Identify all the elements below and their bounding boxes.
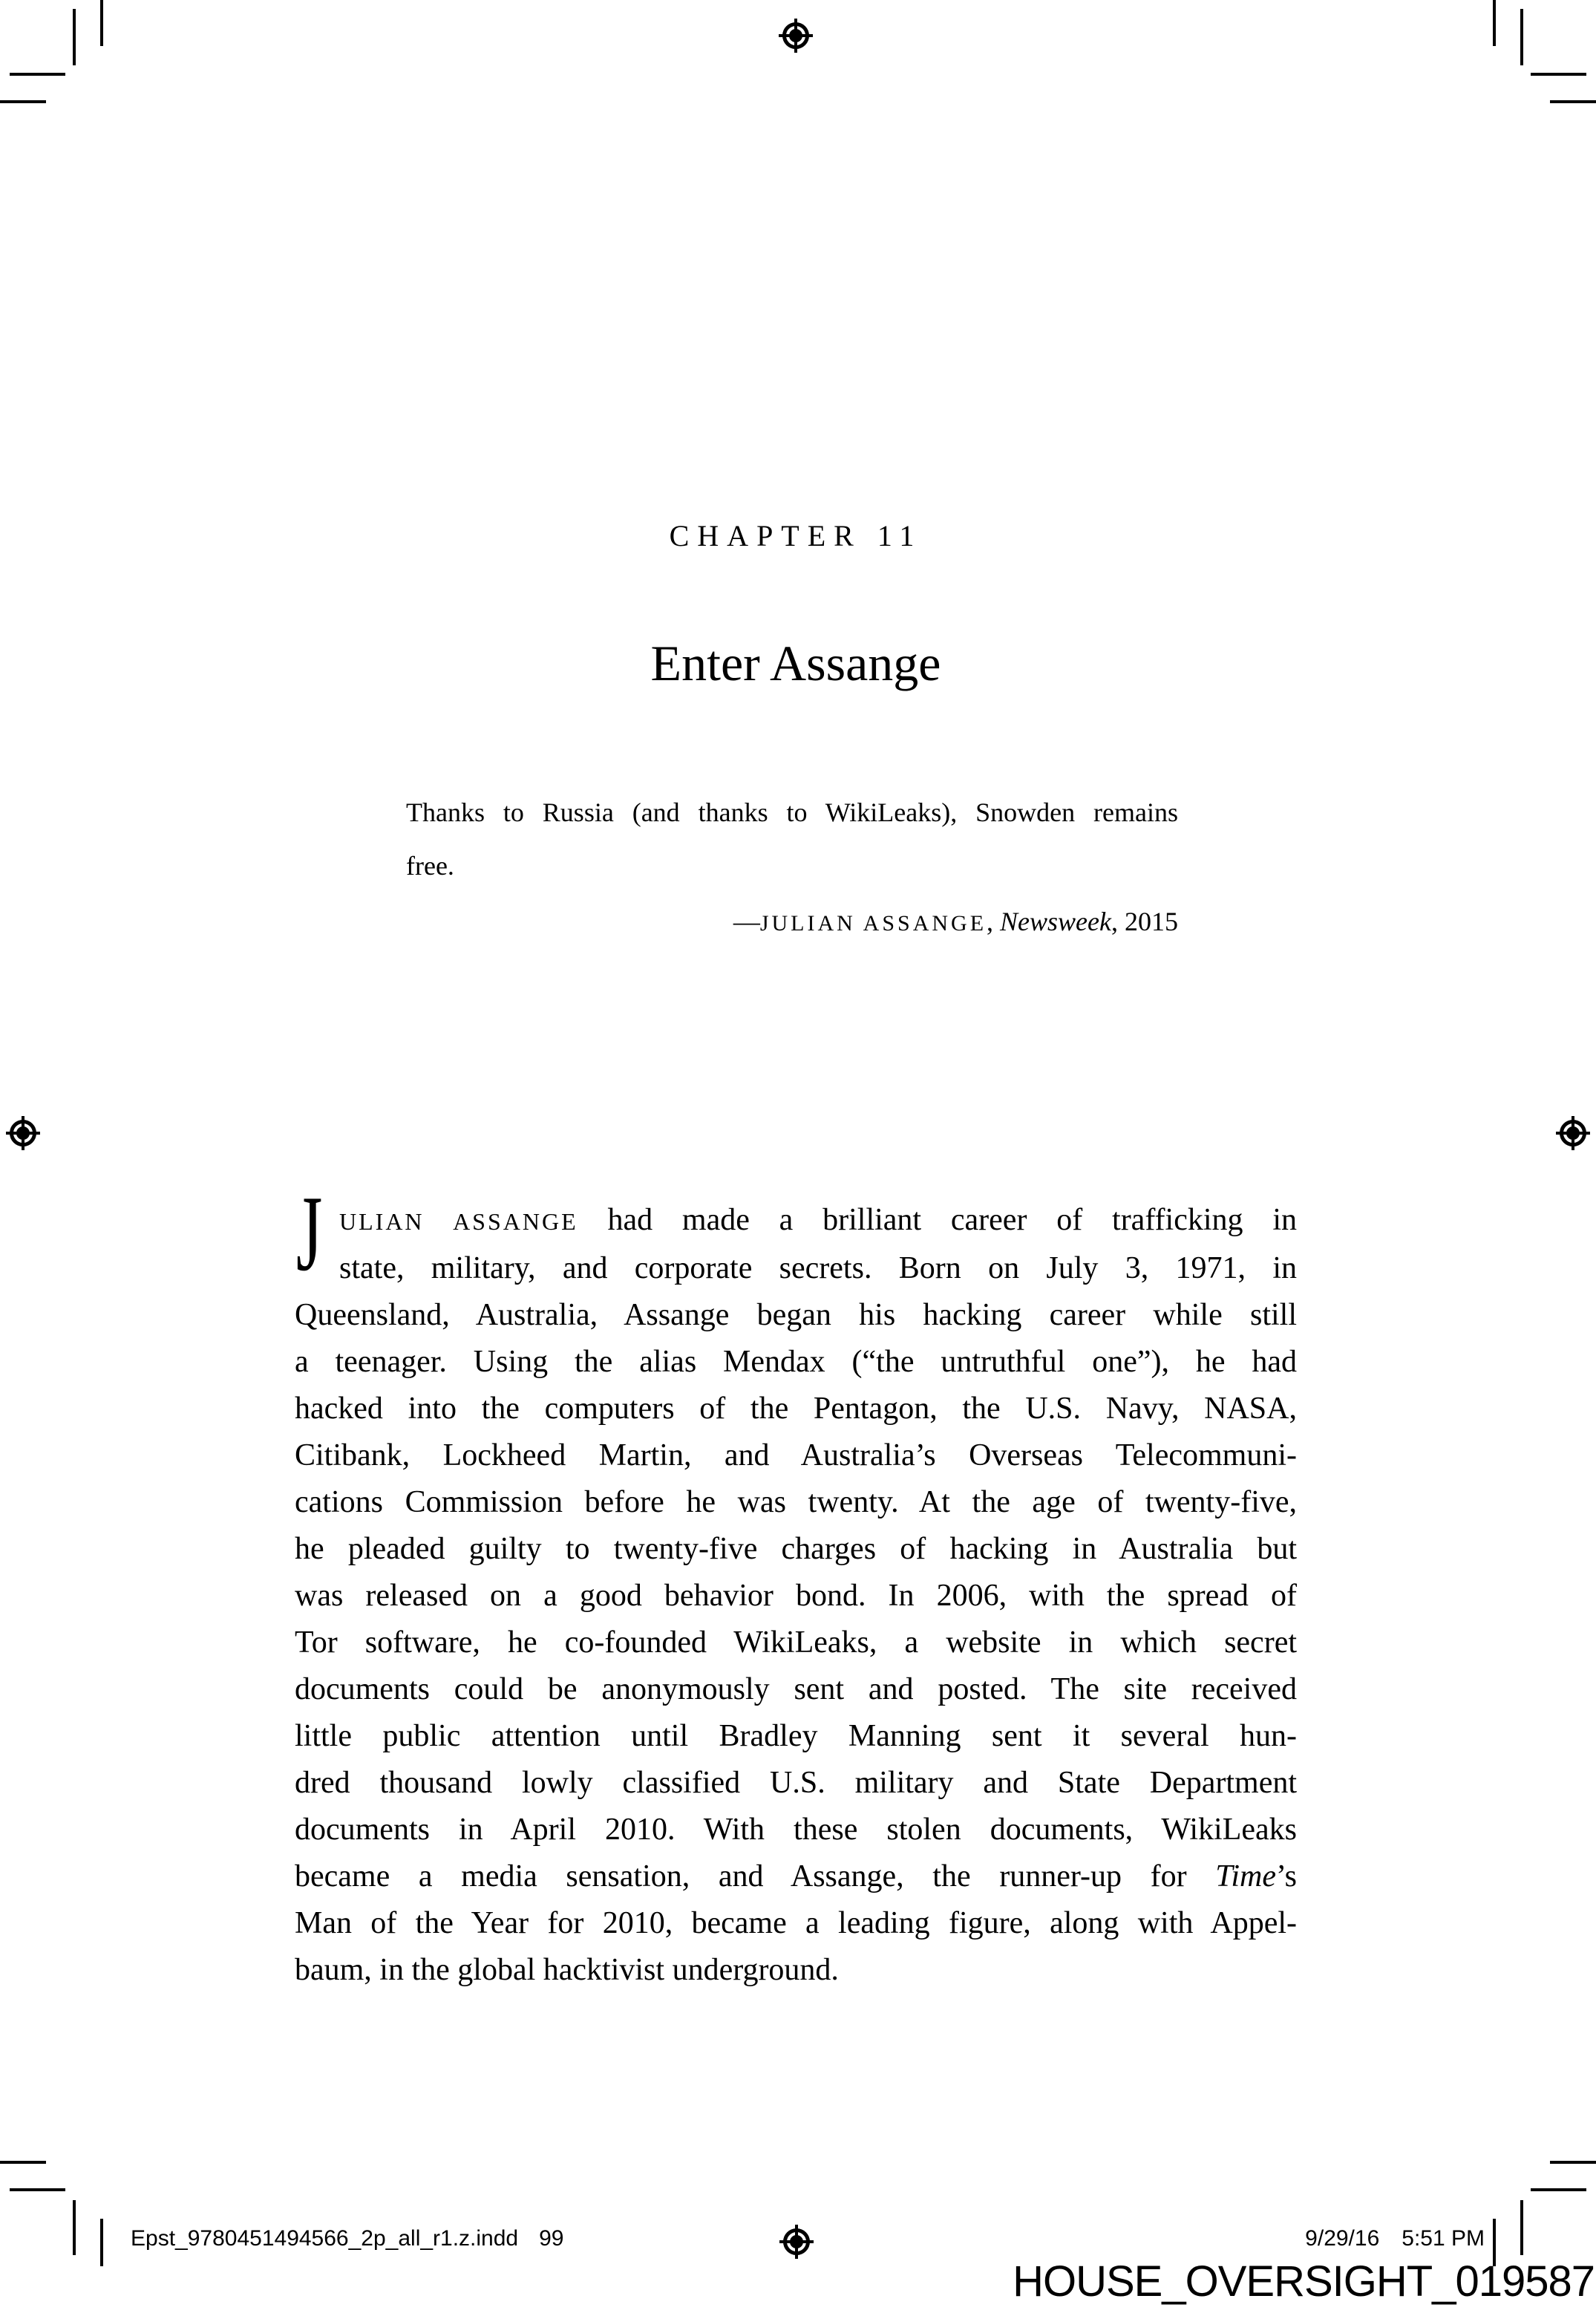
- body-line: ULIAN ASSANGE had made a brilliant career of trafficking in: [339, 1203, 1297, 1237]
- crop-mark: [1531, 2188, 1586, 2191]
- crop-mark: [1493, 0, 1496, 46]
- crop-mark: [1550, 100, 1596, 103]
- body-paragraph: [295, 1173, 1297, 1994]
- crop-mark: [0, 100, 46, 103]
- body-line: Citibank, Lockheed Martin, and Australia’s Overseas Telecommuni-: [295, 1438, 1297, 1472]
- crop-mark: [1531, 73, 1586, 76]
- body-line: Tor software, he co-founded WikiLeaks, a website in which secret: [295, 1625, 1297, 1660]
- body-line: state, military, and corporate secrets. Born on July 3, 1971, in: [339, 1251, 1297, 1285]
- epigraph-line: Thanks to Russia (and thanks to WikiLeaks), Snowden remains: [406, 797, 1178, 827]
- crop-mark: [1550, 2161, 1596, 2164]
- body-line: was released on a good behavior bond. In 2006, with the spread of: [295, 1579, 1297, 1613]
- crop-mark: [73, 9, 76, 65]
- crop-mark: [100, 2219, 103, 2266]
- body-text: [295, 1197, 1297, 1994]
- chapter-label: CHAPTER 11: [669, 519, 923, 552]
- registration-mark-icon: [779, 19, 813, 53]
- footer-time: 5:51 PM: [1402, 2226, 1485, 2251]
- crop-mark: [10, 2188, 65, 2191]
- bates-stamp-watermark: HOUSE_OVERSIGHT_019587: [1013, 2257, 1595, 2306]
- chapter-title: Enter Assange: [650, 635, 941, 691]
- body-line: cations Commission before he was twenty. At the age of twenty-five,: [295, 1485, 1297, 1519]
- body-line: documents in April 2010. With these stolen documents, WikiLeaks: [295, 1813, 1297, 1847]
- body-line: Man of the Year for 2010, became a leading figure, along with Appel-: [295, 1906, 1297, 1940]
- footer-page-number: 99: [539, 2226, 564, 2251]
- registration-mark-icon: [6, 1116, 40, 1150]
- body-line: documents could be anonymously sent and posted. The site received: [295, 1672, 1297, 1706]
- crop-mark: [100, 0, 103, 46]
- drop-cap: J: [296, 1173, 323, 1294]
- body-line: Queensland, Australia, Assange began his hacking career while still: [295, 1298, 1297, 1332]
- registration-mark-icon: [1556, 1116, 1590, 1150]
- crop-mark: [0, 2161, 46, 2164]
- footer-file-name: Epst_9780451494566_2p_all_r1.z.indd: [131, 2226, 519, 2251]
- registration-mark-icon: [779, 2225, 814, 2259]
- body-line: a teenager. Using the alias Mendax (“the untruthful one”), he had: [295, 1345, 1297, 1379]
- body-line: baum, in the global hacktivist underground.: [295, 1953, 839, 1987]
- epigraph: [406, 786, 1178, 938]
- crop-mark: [1520, 9, 1523, 65]
- epigraph-line: free.: [406, 851, 454, 881]
- epigraph-text: [406, 786, 1178, 893]
- footer-slug-left: [131, 2226, 564, 2251]
- body-line: dred thousand lowly classified U.S. military and State Department: [295, 1766, 1297, 1800]
- footer-date: 9/29/16: [1305, 2226, 1380, 2251]
- body-line: became a media sensation, and Assange, the runner-up for Time’s: [295, 1859, 1297, 1893]
- body-line: hacked into the computers of the Pentagon, the U.S. Navy, NASA,: [295, 1392, 1297, 1426]
- crop-mark: [73, 2200, 76, 2255]
- epigraph-attribution: —JULIAN ASSANGE, Newsweek, 2015: [733, 907, 1178, 936]
- crop-mark: [10, 73, 65, 76]
- body-line: little public attention until Bradley Manning sent it several hun-: [295, 1719, 1297, 1753]
- footer-slug-right: [1305, 2226, 1485, 2251]
- crop-mark: [1520, 2200, 1523, 2255]
- body-line: he pleaded guilty to twenty-five charges of hacking in Australia but: [295, 1532, 1297, 1566]
